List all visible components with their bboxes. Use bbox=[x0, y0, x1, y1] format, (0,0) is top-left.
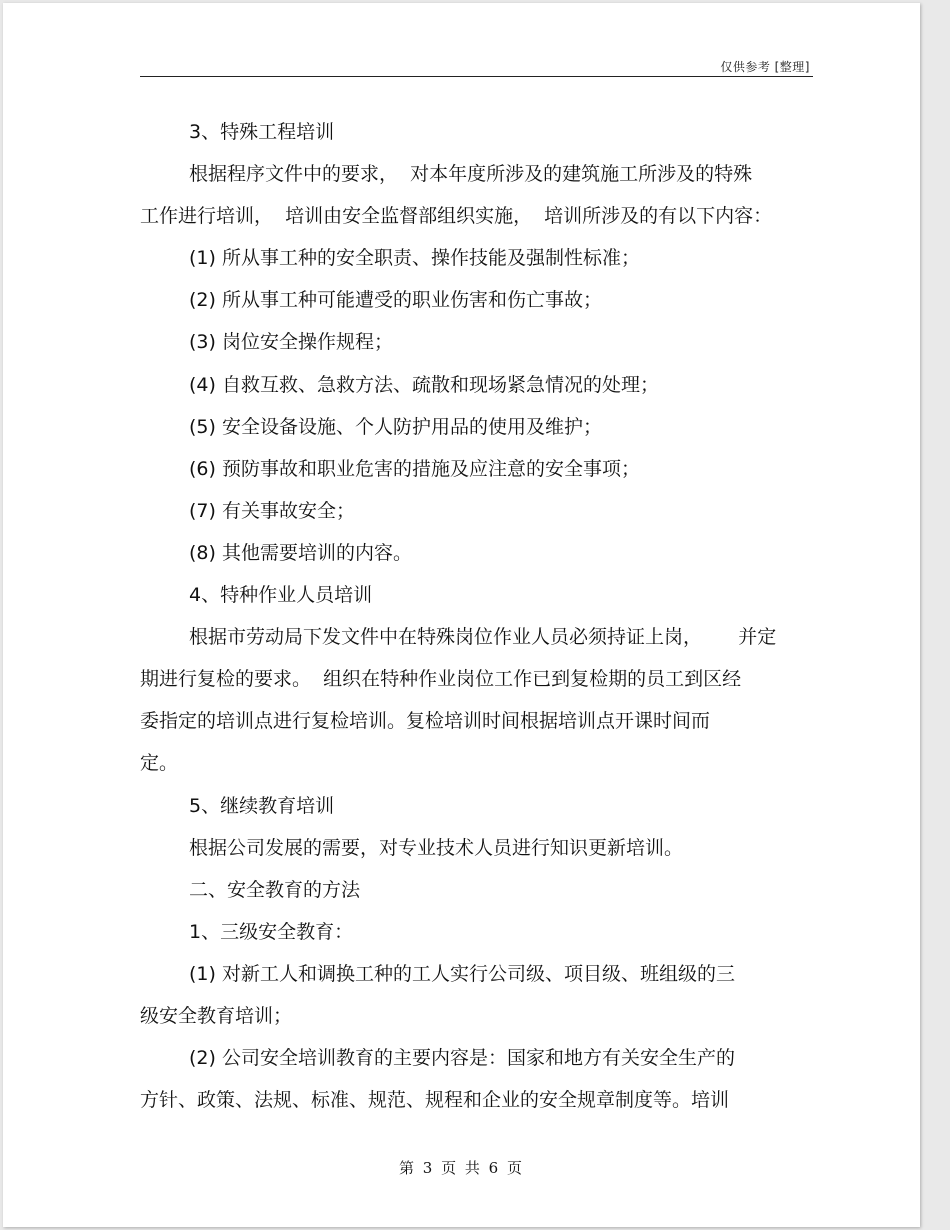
section-heading: 5、继续教育培训 bbox=[189, 794, 335, 817]
page-number: 第 3 页 共 6 页 bbox=[399, 1159, 524, 1177]
paragraph-line: 根据程序文件中的要求， 对本年度所涉及的建筑施工所涉及的特殊 bbox=[189, 163, 753, 186]
section-heading: 4、特种作业人员培训 bbox=[189, 584, 373, 607]
paragraph-line: 委指定的培训点进行复检培训。复检培训时间根据培训点开课时间而 bbox=[140, 710, 711, 733]
paragraph-line: 根据市劳动局下发文件中在特殊岗位作业人员必须持证上岗， 并定 bbox=[189, 626, 777, 649]
list-item: (1) 所从事工种的安全职责、操作技能及强制性标准； bbox=[189, 247, 640, 270]
list-item: (4) 自救互救、急救方法、疏散和现场紧急情况的处理； bbox=[189, 373, 659, 396]
header-note: 仅供参考 [整理] bbox=[720, 60, 810, 74]
paragraph-line: 定。 bbox=[140, 752, 179, 775]
list-item: (3) 岗位安全操作规程； bbox=[189, 331, 393, 354]
document-body bbox=[140, 111, 820, 1121]
paragraph-line: 方针、政策、法规、标准、规范、规程和企业的安全规章制度等。培训 bbox=[140, 1089, 730, 1112]
list-item: (2) 所从事工种可能遭受的职业伤害和伤亡事故； bbox=[189, 289, 602, 312]
paragraph-line: 期进行复检的要求。 组织在特种作业岗位工作已到复检期的员工到区经 bbox=[140, 668, 742, 691]
paragraph-line: 级安全教育培训； bbox=[140, 1004, 293, 1027]
paragraph-line: (1) 对新工人和调换工种的工人实行公司级、项目级、班组级的三 bbox=[189, 962, 735, 985]
paragraph-line: 根据公司发展的需要，对专业技术人员进行知识更新培训。 bbox=[189, 836, 684, 859]
section-heading: 3、特殊工程培训 bbox=[189, 121, 335, 143]
section-heading: 1、三级安全教育： bbox=[189, 920, 354, 943]
list-item: (6) 预防事故和职业危害的措施及应注意的安全事项； bbox=[189, 457, 640, 480]
list-item: (8) 其他需要培训的内容。 bbox=[189, 541, 412, 564]
paragraph-line: 工作进行培训， 培训由安全监督部组织实施， 培训所涉及的有以下内容： bbox=[140, 205, 773, 228]
header-divider bbox=[140, 76, 813, 77]
paragraph-line: (2) 公司安全培训教育的主要内容是：国家和地方有关安全生产的 bbox=[189, 1047, 735, 1070]
list-item: (5) 安全设备设施、个人防护用品的使用及维护； bbox=[189, 415, 602, 438]
document-page bbox=[3, 3, 920, 1227]
section-heading: 二、安全教育的方法 bbox=[189, 878, 361, 901]
list-item: (7) 有关事故安全； bbox=[189, 499, 355, 522]
